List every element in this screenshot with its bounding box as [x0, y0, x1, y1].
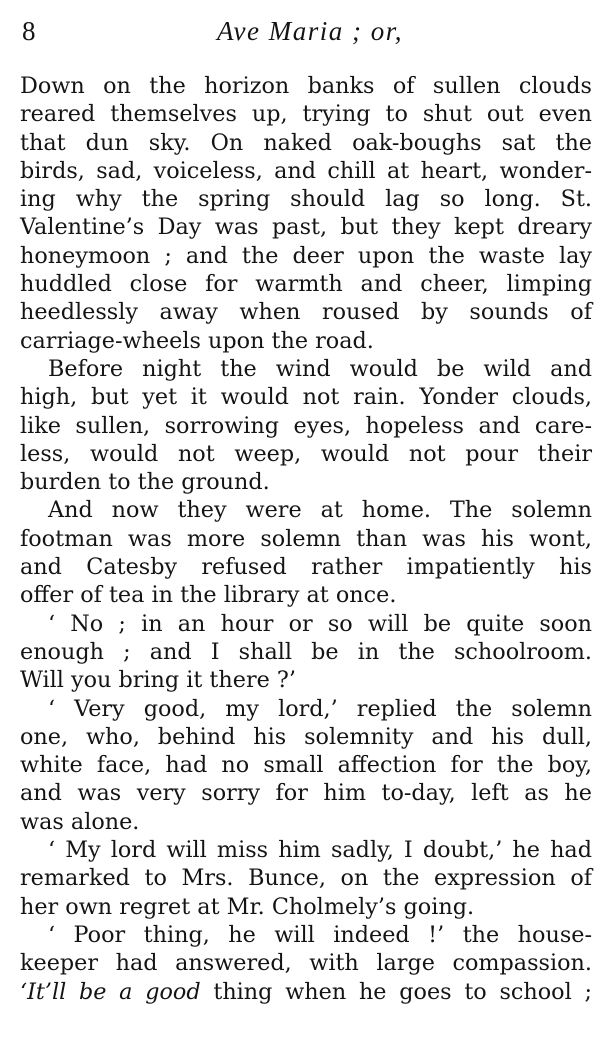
text-line: ‘ No ; in an hour or so will be quite soon	[48, 610, 592, 637]
line-remainder: thing when he goes to school ;	[200, 978, 592, 1005]
paragraph	[20, 355, 592, 496]
text-line: and was very sorry for him to-day, left as he	[20, 780, 592, 807]
text-line: And now they were at home. The solemn	[48, 497, 592, 524]
text-line: high, but yet it would not rain. Yonder clouds,	[20, 384, 592, 411]
paragraph	[20, 72, 592, 355]
text-line: honeymoon ; and the deer upon the waste lay	[20, 242, 592, 269]
text-line: one, who, behind his solemnity and his dull,	[20, 723, 592, 750]
text-line: ‘ Poor thing, he will indeed !’ the house-	[48, 921, 592, 948]
text-line: was alone.	[20, 808, 140, 835]
paragraph	[20, 695, 592, 836]
text-line: white face, had no small affection for the boy,	[20, 752, 592, 779]
page-number: 8	[22, 16, 36, 46]
text-line: footman was more solemn than was his wont,	[20, 525, 592, 552]
text-line: Valentine’s Day was past, but they kept dreary	[20, 214, 592, 241]
paragraph	[20, 610, 592, 695]
text-line: her own regret at Mr. Cholmely’s going.	[20, 893, 475, 920]
text-line: remarked to Mrs. Bunce, on the expression of	[20, 865, 592, 892]
text-line: keeper had answered, with large compassion.	[20, 950, 592, 977]
book-page	[20, 12, 592, 1006]
body-text	[20, 72, 592, 1006]
running-head	[20, 12, 592, 52]
text-line: burden to the ground.	[20, 469, 270, 496]
text-line: ‘ My lord will miss him sadly, I doubt,’ he had	[48, 837, 592, 864]
paragraph	[20, 496, 592, 609]
paragraph	[20, 921, 592, 1006]
paragraph	[20, 836, 592, 921]
text-line: Down on the horizon banks of sullen clouds	[20, 73, 592, 99]
text-line: that dun sky. On naked oak-boughs sat the	[20, 129, 592, 156]
running-title: Ave Maria ; or,	[217, 16, 403, 46]
text-line: Before night the wind would be wild and	[48, 355, 592, 382]
text-line: carriage-wheels upon the road.	[20, 327, 374, 354]
text-line: Will you bring it there ?’	[20, 667, 296, 694]
text-line: like sullen, sorrowing eyes, hopeless and care-	[20, 412, 592, 439]
text-line: reared themselves up, trying to shut out even	[20, 101, 592, 128]
italic-phrase: ‘It’ll be a good	[20, 978, 201, 1005]
text-line: ‘ Very good, my lord,’ replied the solemn	[48, 695, 592, 722]
text-line: ing why the spring should lag so long. St.	[20, 186, 592, 213]
text-line: heedlessly away when roused by sounds of	[20, 299, 592, 326]
text-line: offer of tea in the library at once.	[20, 582, 397, 609]
text-line: and Catesby refused rather impatiently his	[20, 554, 592, 581]
text-line: less, would not weep, would not pour their	[20, 440, 592, 467]
text-line: enough ; and I shall be in the schoolroom.	[20, 638, 592, 665]
text-line-final	[20, 978, 592, 1006]
text-line: huddled close for warmth and cheer, limping	[20, 271, 592, 298]
text-line: birds, sad, voiceless, and chill at heart, wonder-	[20, 157, 592, 184]
